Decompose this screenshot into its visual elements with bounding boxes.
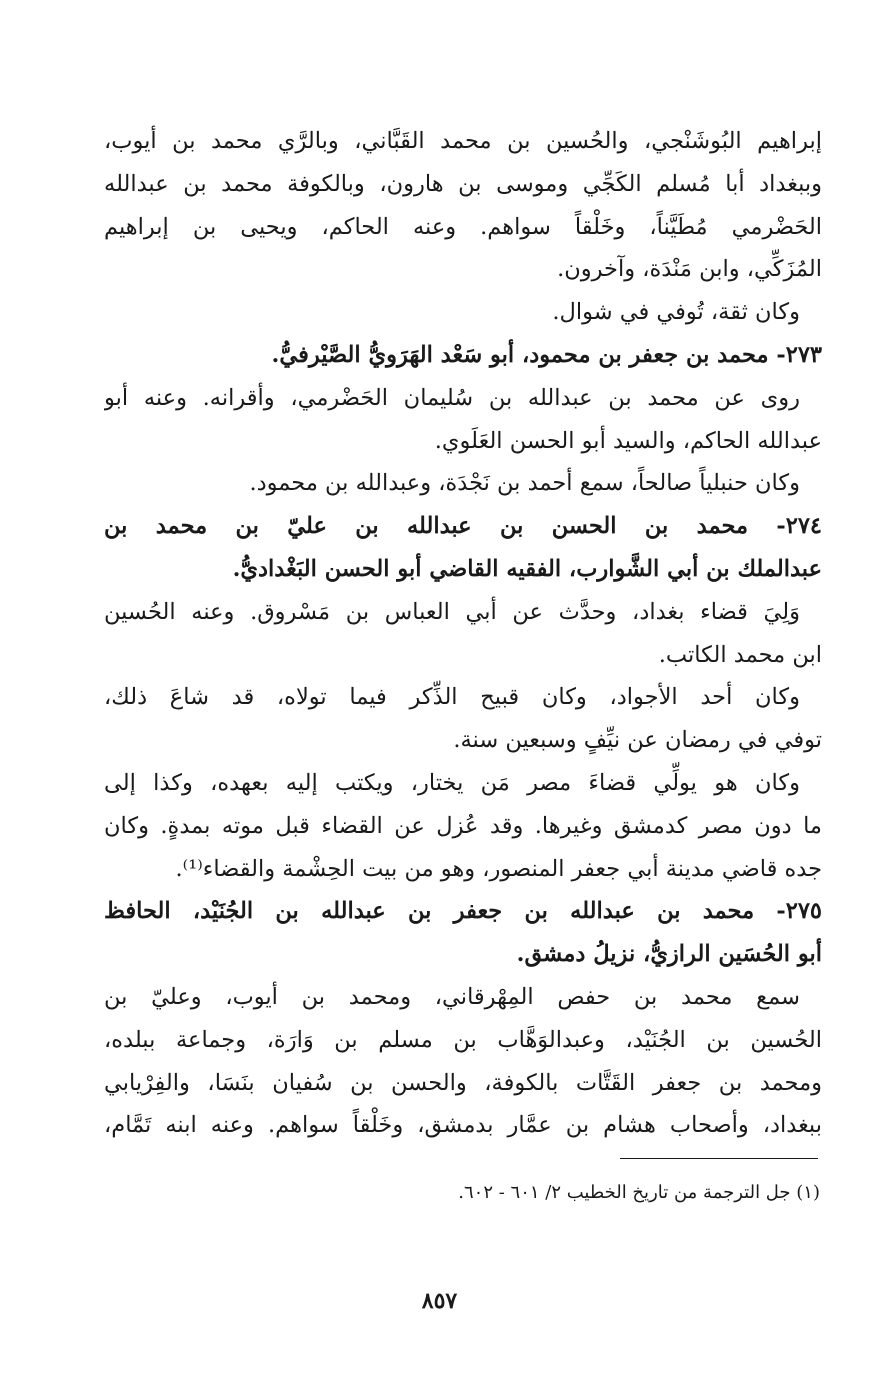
text-line: الحَضْرمي مُطَيَّناً، وخَلْقاً سواهم. وعنه الحاكم، ويحيى بن إبراهيم [104, 213, 822, 240]
text-line: وكان حنبلياً صالحاً، سمع أحمد بن نَجْدَة، وعبدالله بن محمود. [249, 470, 800, 497]
entry-heading-275: ٢٧٥- محمد بن عبدالله بن جعفر بن عبدالله بن الجُنَيْد، الحافظ [104, 898, 822, 925]
text-line: توفي في رمضان عن نيِّفٍ وسبعين سنة. [453, 727, 822, 754]
text-line: ومحمد بن جعفر القَتَّات بالكوفة، والحسن بن سُفيان بنَسَا، والفِرْيابي [104, 1069, 822, 1096]
text-line: وَلِيَ قضاء بغداد، وحدَّث عن أبي العباس بن مَسْروق. وعنه الحُسين [104, 598, 800, 625]
page-number: ٨٥٧ [421, 1288, 458, 1314]
text-line: إبراهيم البُوشَنْجي، والحُسين بن محمد القَبَّاني، وبالرَّي محمد بن أيوب، [104, 128, 822, 154]
entry-heading-275-cont: أبو الحُسَين الرازيُّ، نزيلُ دمشق. [516, 941, 822, 968]
text-line: وكان ثقة، تُوفي في شوال. [552, 299, 800, 326]
text-line: عبدالله الحاكم، والسيد أبو الحسن العَلَوي. [434, 427, 822, 454]
text-line: ابن محمد الكاتب. [658, 641, 822, 668]
footnote: (١) جل الترجمة من تاريخ الخطيب ٢/ ٦٠١ - ٦٠٢. [458, 1182, 820, 1203]
entry-heading-274: ٢٧٤- محمد بن الحسن بن عبدالله بن عليّ بن محمد بن [104, 513, 822, 540]
main-text [104, 120, 822, 1147]
text-line: روى عن محمد بن عبدالله بن سُليمان الحَضْرمي، وأقرانه. وعنه أبو [104, 384, 800, 411]
footnote-divider [620, 1158, 818, 1159]
entry-heading-274-cont: عبدالملك بن أبي الشَّوارب، الفقيه القاضي أبو الحسن البَغْداديُّ. [232, 555, 822, 582]
text-line: وببغداد أبا مُسلم الكَجِّي وموسى بن هارون، وبالكوفة محمد بن عبدالله [104, 170, 822, 197]
text-line: وكان هو يولِّي قضاءَ مصر مَن يختار، ويكتب إليه بعهده، وكذا إلى [104, 769, 800, 796]
text-line: الحُسين بن الجُنَيْد، وعبدالوَهَّاب بن مسلم بن وَارَة، وجماعة ببلده، [104, 1026, 822, 1053]
text-line: ببغداد، وأصحاب هشام بن عمَّار بدمشق، وخَلْقاً سواهم. وعنه ابنه تَمَّام، [104, 1112, 822, 1139]
text-line: سمع محمد بن حفص المِهْرقاني، ومحمد بن أيوب، وعليّ بن [104, 983, 800, 1010]
text-line: وكان أحد الأجواد، وكان قبيح الذِّكر فيما تولاه، قد شاعَ ذلك، [104, 684, 800, 711]
entry-heading-273: ٢٧٣- محمد بن جعفر بن محمود، أبو سَعْد الهَرَويُّ الصَّيْرفيُّ. [271, 341, 822, 368]
text-line: ما دون مصر كدمشق وغيرها. وقد عُزل عن القضاء قبل موته بمدةٍ. وكان [104, 812, 822, 839]
text-line: المُزَكِّي، وابن مَنْدَة، وآخرون. [557, 256, 822, 283]
text-line: جده قاضي مدينة أبي جعفر المنصور، وهو من بيت الحِشْمة والقضاء⁽¹⁾. [175, 855, 822, 882]
